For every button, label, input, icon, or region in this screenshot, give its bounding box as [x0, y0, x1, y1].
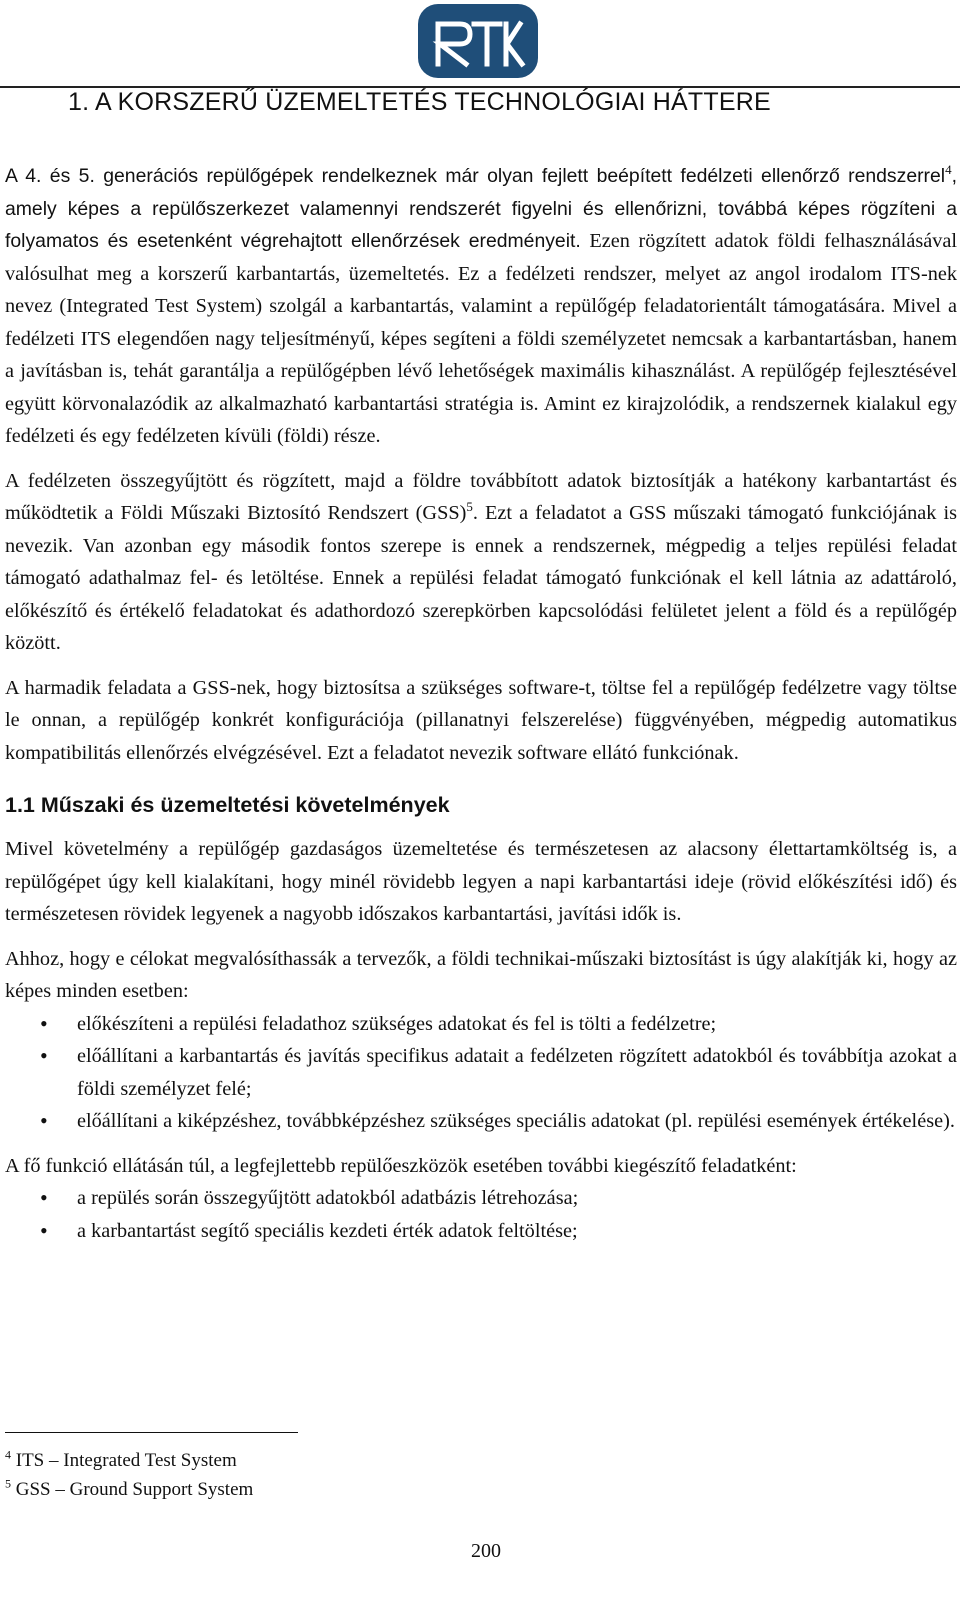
footnotes — [5, 1446, 253, 1504]
bullet-icon: • — [40, 1217, 48, 1243]
section-paragraph-3: A fő funkció ellátásán túl, a legfejlettebb repülőeszközök esetében további kiegészítő feladatként: — [5, 1154, 797, 1177]
paragraph-2-part-b: . Ezt a feladatot a GSS műszaki támogató funkciójának is nevezik. Van azonban egy második fontos szerepe is ennek a rendszernek, mégpedig a teljes repülési feladat támogató adathalmaz fel- és letöltése. Ennek a repülési feladat támogató funkciónak el kell látnia az adattároló, előkészítő és értékelő feladatokat és adathordozó szerepkörben kapcsolódási felületet jelent a föld és a repülőgép között. — [5, 502, 957, 654]
list-item — [5, 1008, 957, 1041]
rtk-logo — [416, 2, 540, 82]
paragraph-2 — [5, 465, 957, 660]
rtk-logo-graphic — [416, 2, 540, 82]
paragraph-1-part-c: Ezen rögzített adatok földi felhasználásával valósulhat meg a korszerű karbantartás, üzemeltetés. Ez a fedélzeti rendszer, melyet az angol irodalom ITS-nek nevez (Integrated Test System) szolgál a karbantartás, valamint a repülőgép feladatorientált támogatására. Mivel a fedélzeti ITS elegendően nagy teljesítményű, képes segíteni a földi személyzetet nemcsak a karbantartásban, hanem a javításban is, tehát garantálja a repülőgépben lévő lehetőségek maximális kihasználást. A repülőgép fejlesztésével együtt körvonalazódik az alkalmazható karbantartási stratégia is. Amint ez kirajzolódik, a rendszernek kialakul egy fedélzeti és egy fedélzeten kívüli (földi) része. — [5, 230, 957, 447]
bullet-icon: • — [40, 1043, 48, 1068]
paragraph-2-part-a: A fedélzeten összegyűjtött és rögzített, majd a földre továbbított adatok biztosítják a hatékony karbantartást és működtetik a Földi Műszaki Biztosító Rendszert (GSS) — [5, 469, 957, 524]
list-item — [5, 1215, 957, 1248]
paragraph-1 — [5, 160, 957, 453]
footnote-separator — [5, 1432, 298, 1433]
paragraph-1-part-a: A 4. és 5. generációs repülőgépek rendelkeznek már olyan fejlett beépített fedélzeti ellenőrző rendszerrel — [5, 165, 946, 187]
list-item-text: a karbantartást segítő speciális kezdeti érték adatok feltöltése; — [77, 1219, 578, 1242]
bullet-icon: • — [40, 1010, 48, 1036]
list-item-text: előkészíteni a repülési feladathoz szükséges adatokat és fel is tölti a fedélzetre; — [77, 1012, 717, 1035]
bullet-icon: • — [40, 1108, 48, 1133]
footnote-ref-5[interactable]: 5 — [466, 499, 473, 515]
paragraph-1-part-b: , amely képes a repülőszerkezet valamennyi rendszerét figyelni és ellenőrizni, továbbá képes rögzíteni a folyamatos és esetenként végrehajtott ellenőrzések eredményeit. — [5, 165, 957, 252]
list-item-text: a repülés során összegyűjtött adatokból adatbázis létrehozása; — [77, 1187, 579, 1209]
list-item — [5, 1105, 957, 1138]
footnote-5 — [5, 1475, 253, 1504]
document-body — [5, 160, 957, 1259]
bullet-list-1 — [5, 1008, 957, 1138]
paragraph-3: A harmadik feladata a GSS-nek, hogy biztosítsa a szükséges software-t, töltse fel a repülőgép fedélzetre vagy töltse le onnan, a repülőgép konkrét konfigurációja (pillanatnyi felszerelése) függvényében, mégpedig automatikus kompatibilitás ellenőrzés elvégzésével. Ezt a feladatot nevezik software ellátó funkciónak. — [5, 676, 957, 764]
section-paragraph-2: Ahhoz, hogy e célokat megvalósíthassák a tervezők, a földi technikai-műszaki biztosítást is úgy alakítják ki, hogy az képes minden esetben: — [5, 947, 957, 1002]
footnote-number: 4 — [5, 1447, 11, 1462]
footnote-4 — [5, 1446, 253, 1475]
list-item — [5, 1182, 957, 1215]
page-number: 200 — [471, 1540, 501, 1562]
list-item-text: előállítani a kiképzéshez, továbbképzéshez szükséges speciális adatokat (pl. repülési események értékelése). — [77, 1110, 955, 1132]
footnote-text: ITS – Integrated Test System — [15, 1450, 237, 1471]
list-item-text: előállítani a karbantartás és javítás specifikus adatait a fedélzeten rögzített adatokból és továbbítja azokat a földi személyzet felé; — [77, 1045, 957, 1100]
list-item — [5, 1040, 957, 1105]
footnote-number: 5 — [5, 1476, 11, 1491]
chapter-title: 1. A KORSZERŰ ÜZEMELTETÉS TECHNOLÓGIAI HÁTTERE — [68, 88, 771, 116]
bullet-icon: • — [40, 1185, 48, 1210]
bullet-list-2 — [5, 1182, 957, 1247]
section-paragraph-1: Mivel követelmény a repülőgép gazdaságos üzemeltetése és természetesen az alacsony élettartamköltség is, a repülőgépet úgy kell kialakítani, hogy minél rövidebb legyen a napi karbantartási ideje (rövid előkészítési idő) és természetesen rövidek legyenek a nagyobb időszakos karbantartási, javítási idők is. — [5, 838, 957, 925]
footnote-ref-4[interactable]: 4 — [945, 162, 952, 178]
footnote-text: GSS – Ground Support System — [15, 1479, 254, 1500]
section-heading: 1.1 Műszaki és üzemeltetési követelmények — [5, 793, 450, 817]
